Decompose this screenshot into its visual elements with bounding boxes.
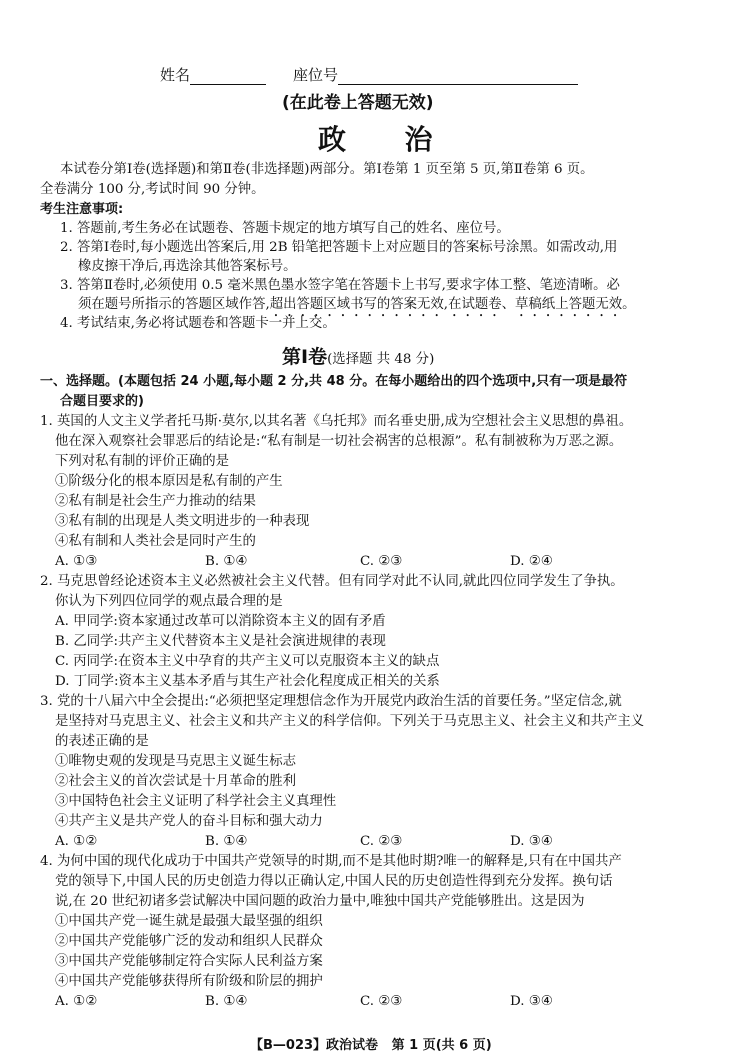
- part-title: [282, 342, 434, 369]
- page-title: 政 治: [318, 123, 433, 156]
- choice-c[interactable]: C. ②③: [360, 554, 403, 569]
- choice-a[interactable]: A. ①②: [55, 994, 98, 1009]
- question-item: ①唯物史观的发现是马克思主义诞生标志: [55, 754, 297, 769]
- name-label: 姓名: [160, 64, 266, 85]
- instruction-item: 4. 考试结束,务必将试题卷和答题卡一并上交。: [60, 316, 336, 331]
- question-stem: 的表述正确的是: [55, 734, 149, 749]
- choice-d[interactable]: D. ②④: [510, 554, 553, 569]
- question-item: ③中国共产党能够制定符合实际人民利益方案: [55, 954, 323, 969]
- question-item: ④中国共产党能够获得所有阶级和阶层的拥护: [55, 974, 323, 989]
- name-blank[interactable]: [190, 68, 266, 85]
- question-stem: 他在深入观察社会罪恶后的结论是:“私有制是一切社会祸害的总根源”。私有制被称为万恶之源。: [55, 434, 623, 449]
- instruction-item: 2. 答第Ⅰ卷时,每小题选出答案后,用 2B 铅笔把答题卡上对应题目的答案标号涂黑。如需改动,用: [60, 240, 618, 255]
- question-stem: 下列对私有制的评价正确的是: [55, 454, 230, 469]
- question-stem: 说,在 20 世纪初诸多尝试解决中国问题的政治力量中,唯独中国共产党能够胜出。这是因为: [55, 894, 585, 909]
- question-item: ④私有制和人类社会是同时产生的: [55, 534, 256, 549]
- choice-d[interactable]: D. ③④: [510, 834, 553, 849]
- question-item: ②私有制是社会生产力推动的结果: [55, 494, 256, 509]
- choice-d[interactable]: D. 丁同学:资本主义基本矛盾与其生产社会化程度成正相关的关系: [55, 674, 440, 689]
- instruction-text: 须在题号所指示的答题区域作答,: [78, 297, 270, 312]
- instruction-item: 1. 答题前,考生务必在试题卷、答题卡规定的地方填写自己的姓名、座位号。: [60, 221, 510, 236]
- choice-b[interactable]: B. ①④: [205, 834, 248, 849]
- seat-blank[interactable]: [338, 68, 578, 85]
- section-heading: 一、选择题。(本题包括 24 小题,每小题 2 分,共 48 分。在每小题给出的四个选项中,只有一项是最符: [40, 374, 628, 389]
- intro-line-2: 全卷满分 100 分,考试时间 90 分钟。: [40, 182, 265, 197]
- question-stem: 3. 党的十八届六中全会提出:“必须把坚定理想信念作为开展党内政治生活的首要任务。”坚定信念,就: [40, 694, 622, 709]
- choice-a[interactable]: A. 甲同学:资本家通过改革可以消除资本主义的固有矛盾: [55, 614, 386, 629]
- question-item: ③中国特色社会主义证明了科学社会主义真理性: [55, 794, 337, 809]
- choice-c[interactable]: C. 丙同学:在资本主义中孕育的共产主义可以克服资本主义的缺点: [55, 654, 440, 669]
- question-item: ②社会主义的首次尝试是十月革命的胜利: [55, 774, 297, 789]
- choice-b[interactable]: B. 乙同学:共产主义代替资本主义是社会演进规律的表现: [55, 634, 386, 649]
- page-footer: 【B—023】政治试卷 第 1 页(共 6 页): [250, 1038, 492, 1053]
- question-stem: 4. 为何中国的现代化成功于中国共产党领导的时期,而不是其他时期?唯一的解释是,只有在中国共产: [40, 854, 622, 869]
- question-item: ①阶级分化的根本原因是私有制的产生: [55, 474, 283, 489]
- question-item: ③私有制的出现是人类文明进步的一种表现: [55, 514, 310, 529]
- question-item: ①中国共产党一诞生就是最强大最坚强的组织: [55, 914, 323, 929]
- choice-c[interactable]: C. ②③: [360, 994, 403, 1009]
- seat-label: 座位号: [293, 64, 578, 85]
- instruction-item: 3. 答第Ⅱ卷时,必须使用 0.5 毫米黑色墨水签字笔在答题卡上书写,要求字体工整、笔迹清晰。必: [60, 278, 620, 293]
- instructions-heading: 考生注意事项:: [40, 202, 124, 217]
- notice: (在此卷上答题无效): [282, 93, 434, 113]
- question-stem: 党的领导下,中国人民的历史创造力得以正确认定,中国人民的历史创造性得到充分发挥。换句话: [55, 874, 613, 889]
- question-item: ④共产主义是共产党人的奋斗目标和强大动力: [55, 814, 323, 829]
- choice-a[interactable]: A. ①②: [55, 834, 98, 849]
- question-stem: 1. 英国的人文主义学者托马斯·莫尔,以其名著《乌托邦》而名垂史册,成为空想社会主义思想的鼻祖。: [40, 414, 633, 429]
- question-item: ②中国共产党能够广泛的发动和组织人民群众: [55, 934, 323, 949]
- choice-b[interactable]: B. ①④: [205, 554, 248, 569]
- part-title-main: 第Ⅰ卷: [282, 346, 328, 368]
- instruction-emphasis: 超出答题区域书写的答案无效,在试题卷、草稿纸上答题无效。: [269, 297, 636, 312]
- section-heading: 合题目要求的): [60, 394, 144, 409]
- question-stem: 你认为下列四位同学的观点最合理的是: [55, 594, 283, 609]
- choice-a[interactable]: A. ①③: [55, 554, 98, 569]
- question-stem: 2. 马克思曾经论述资本主义必然被社会主义代替。但有同学对此不认同,就此四位同学发生了争执。: [40, 574, 624, 589]
- instruction-item: 橡皮擦干净后,再选涂其他答案标号。: [78, 259, 297, 274]
- choice-c[interactable]: C. ②③: [360, 834, 403, 849]
- choice-d[interactable]: D. ③④: [510, 994, 553, 1009]
- part-title-sub: (选择题 共 48 分): [327, 352, 435, 367]
- question-stem: 是坚持对马克思主义、社会主义和共产主义的科学信仰。下列关于马克思主义、社会主义和共产主义: [55, 714, 645, 729]
- choice-b[interactable]: B. ①④: [205, 994, 248, 1009]
- intro-line-1: 本试卷分第Ⅰ卷(选择题)和第Ⅱ卷(非选择题)两部分。第Ⅰ卷第 1 页至第 5 页,第Ⅱ卷第 6 页。: [60, 162, 594, 177]
